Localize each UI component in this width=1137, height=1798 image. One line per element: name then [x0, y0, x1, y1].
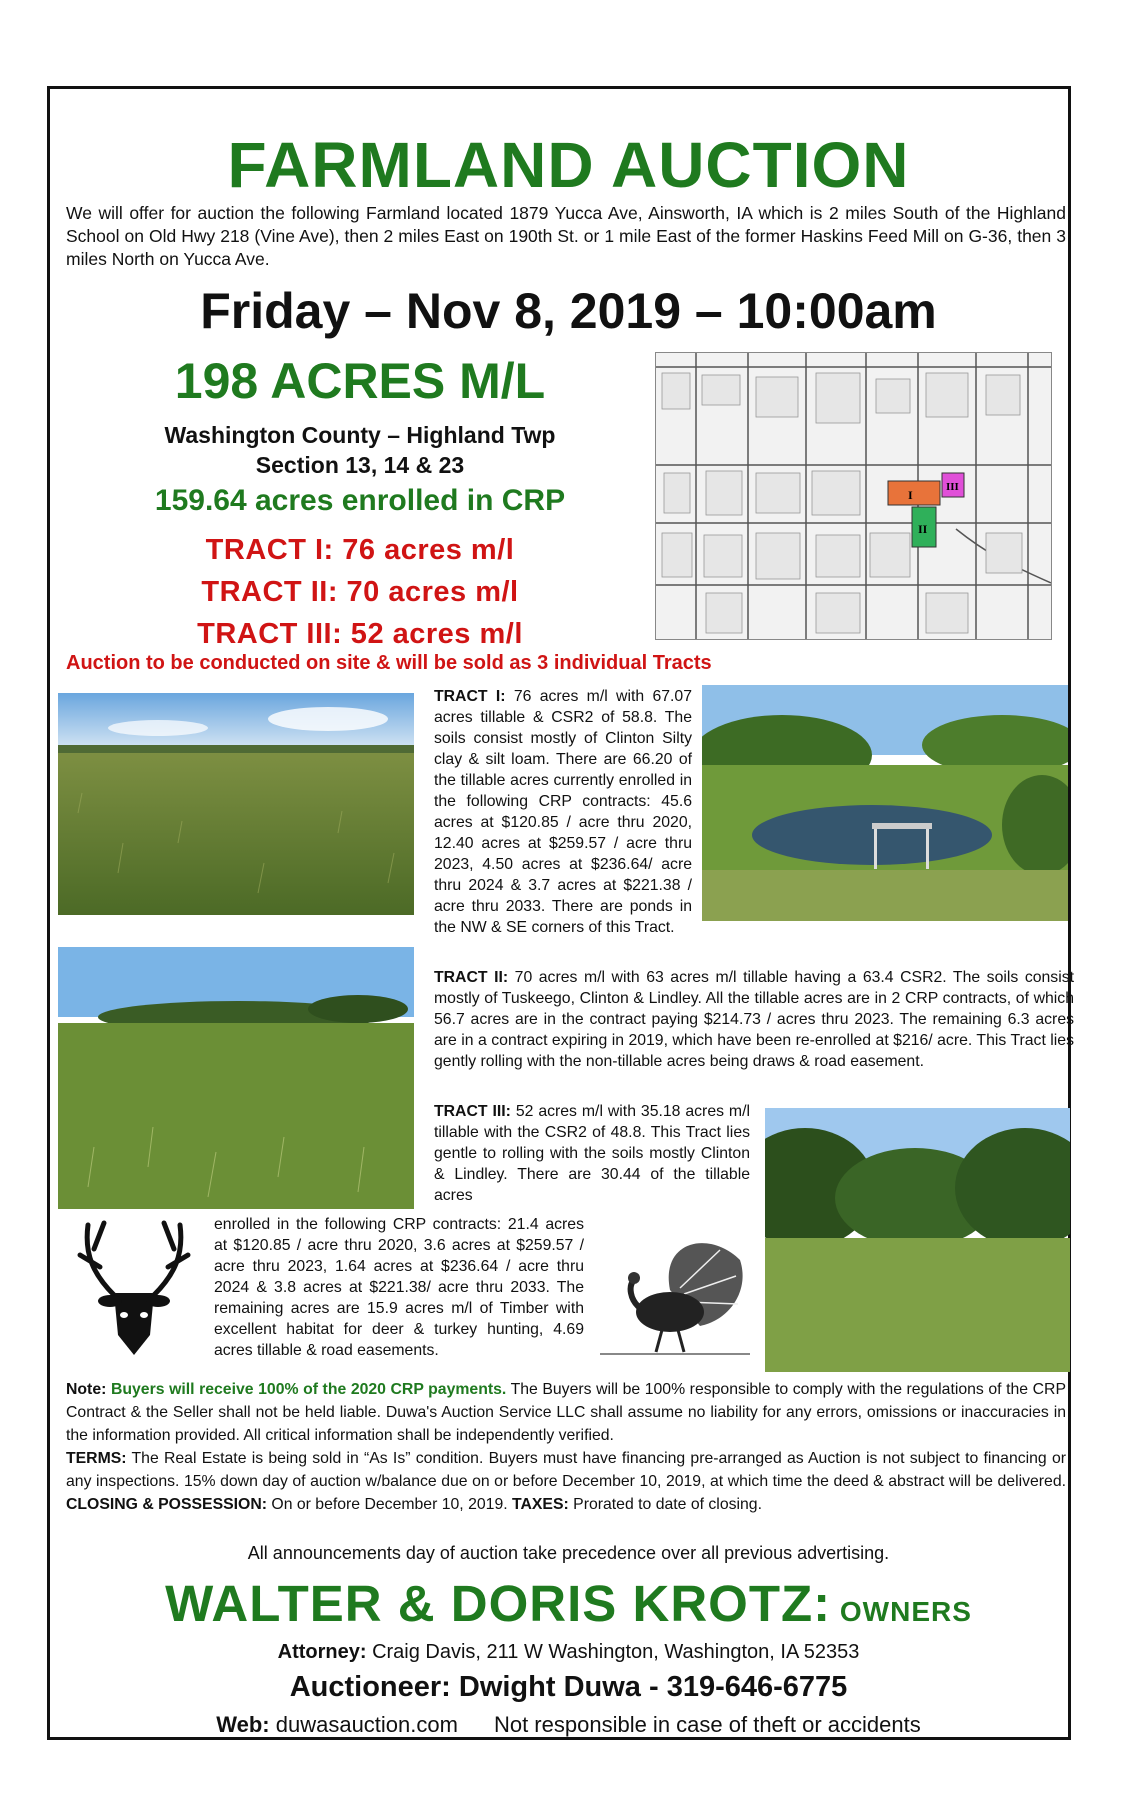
tract-1-parcel [888, 481, 940, 505]
plat-map-drawing [656, 353, 1051, 639]
tract-1-description [434, 686, 692, 938]
owners-line [0, 1574, 1137, 1633]
note-and-terms [66, 1378, 1066, 1516]
total-acres: 198 ACRES M/L [174, 353, 546, 409]
disclaimer: Not responsible in case of theft or accidents [493, 1712, 921, 1737]
section-line: Section 13, 14 & 23 [255, 452, 465, 478]
tract-3-description [434, 1101, 750, 1206]
attorney-text: Craig Davis, 211 W Washington, Washington, IA 52353 [366, 1641, 860, 1663]
tract-1-heading: TRACT I: 76 acres m/l [205, 534, 515, 566]
attorney-line [0, 1641, 1137, 1664]
plat-map [655, 352, 1052, 640]
tract-2-text: 70 acres m/l with 63 acres m/l tillable having a 63.4 CSR2. The soils consist mostly of Tuskeego, Clinton & Lindley. All the tillable acres are in 2 CRP contracts, of which 56.7 acres are in the contract paying $214.73 / acres thru 2023. The remaining 6.3 acres are in a contract expiring in 2019, which have been re-enrolled at $216/ acre. This Tract lies gently rolling with the non-tillable acres being draws & road easement. [434, 969, 1074, 1070]
tract-1-text: 76 acres m/l with 67.07 acres tillable & CSR2 of 58.8. The soils consist mostly of Clinton Silty clay & silt loam. There are 66.20 of the tillable acres currently enrolled in the following CRP contracts: 45.6 acres at $120.85 / acre thru 2020, 12.40 acres at $259.57 / acre thru 2023, 4.50 acres at $236.64/ acre thru 2024 & 3.7 acres at $221.38 / acre thru 2033. There are ponds in the NW & SE corners of this Tract. [434, 688, 692, 936]
note-text: The Buyers will be 100% responsible to comply with the regulations of the CRP Contract & the Seller shall not be held liable. Duwa's Auction Service LLC shall assume no liability for any errors, omissions or inaccuracies in the information provided. All critical information shall be independently verified. [66, 1381, 1067, 1444]
closing-text: On or before December 10, 2019. [267, 1496, 513, 1513]
terms-text: The Real Estate is being sold in “As Is” condition. Buyers must have financing pre-arranged as Auction is not subject to financing or any inspections. 15% down day of auction w/balance due on or before December 10, 2019, at which time the deed & abstract will be delivered. [66, 1450, 1066, 1490]
taxes-text: Prorated to date of closing. [568, 1496, 762, 1513]
terms-label: TERMS: [66, 1450, 127, 1467]
owners-label: OWNERS [831, 1596, 972, 1627]
tract-3-text-a: 52 acres m/l with 35.18 acres m/l tillable with the CSR2 of 48.8. This Tract lies gentle to rolling with the soils mostly Clinton & Lindley. There are 30.44 of the tillable acres [434, 1103, 750, 1204]
auctioneer-line: Auctioneer: Dwight Duwa - 319-646-6775 [289, 1671, 848, 1703]
note-label: Note: [66, 1381, 107, 1398]
tract-2-description [434, 967, 1074, 1072]
note-highlight: Buyers will receive 100% of the 2020 CRP payments. [110, 1381, 507, 1398]
map-label-tract-3: III [946, 481, 959, 493]
owners-name: WALTER & DORIS KROTZ: [165, 1575, 832, 1632]
tract-3-label: TRACT III: [434, 1103, 511, 1120]
web-link[interactable]: duwasauction.com [269, 1712, 458, 1737]
map-label-tract-2: II [918, 522, 928, 536]
field-photo-1 [58, 693, 414, 915]
tract-3-description-cont: enrolled in the following CRP contracts: 21.4 acres at $120.85 / acre thru 2020, 3.6 acres at $259.57 / acre thru 2023, 1.64 acres at $236.64 / acre thru 2024 & 3.8 acres at $221.38/ acre thru 2033. The remaining acres are 15.9 acres m/l of Timber with excellent habitat for deer & turkey hunting, 4.69 acres tillable & road easements. [214, 1216, 584, 1359]
timber-photo [765, 1108, 1070, 1372]
page-title: FARMLAND AUCTION [227, 129, 910, 201]
auction-date: Friday – Nov 8, 2019 – 10:00am [200, 283, 937, 339]
county-line: Washington County – Highland Twp [164, 422, 556, 448]
field-photo-2 [58, 947, 414, 1209]
deer-icon [74, 1215, 194, 1363]
announcements: All announcements day of auction take precedence over all previous advertising. [247, 1543, 890, 1563]
web-label: Web: [216, 1712, 270, 1737]
tract-1-label: TRACT I: [434, 688, 506, 705]
tract-2-heading: TRACT II: 70 acres m/l [201, 576, 519, 608]
crp-enrolled: 159.64 acres enrolled in CRP [154, 484, 566, 517]
onsite-notice: Auction to be conducted on site & will be sold as 3 individual Tracts [66, 652, 712, 674]
taxes-label: TAXES: [512, 1496, 569, 1513]
attorney-label: Attorney: [277, 1641, 367, 1663]
intro-text: We will offer for auction the following Farmland located 1879 Yucca Ave, Ainsworth, IA which is 2 miles South of the Highland School on Old Hwy 218 (Vine Ave), then 2 miles East on 190th St. or 1 mile East of the former Haskins Feed Mill on G-36, then 3 miles North on Yucca Ave. [66, 203, 1066, 269]
closing-label: CLOSING & POSSESSION: [66, 1496, 268, 1513]
map-label-tract-1: I [908, 488, 913, 502]
turkey-icon [600, 1230, 750, 1358]
tract-3-heading: TRACT III: 52 acres m/l [197, 618, 523, 650]
tract-2-label: TRACT II: [434, 969, 509, 986]
pond-photo [702, 685, 1068, 921]
web-line [0, 1712, 1137, 1738]
